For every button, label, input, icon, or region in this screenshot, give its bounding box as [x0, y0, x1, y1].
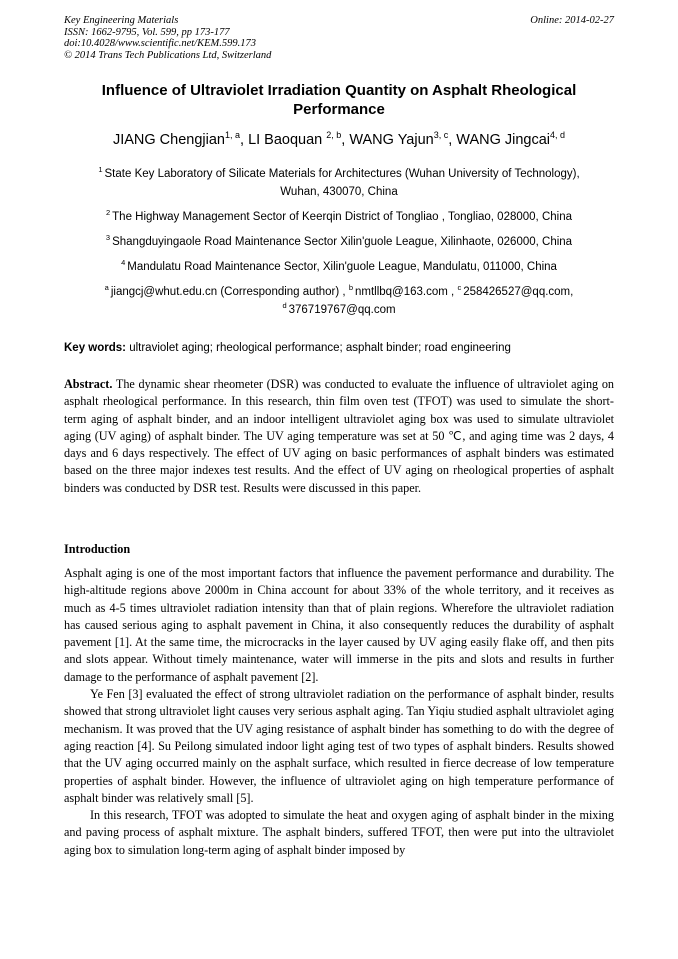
email-sup: c: [457, 283, 462, 292]
author-name: JIANG Chengjian: [112, 132, 225, 148]
affiliation-text: Wuhan, 430070, China: [280, 186, 398, 198]
email-c: 258426527@qq.com,: [463, 286, 574, 298]
section-heading-introduction: Introduction: [64, 542, 131, 556]
email-a: jiangcj@whut.edu.cn (Corresponding author) ,: [110, 286, 346, 298]
affiliation-3: [64, 233, 614, 251]
paragraph: In this research, TFOT was adopted to simulate the heat and oxygen aging of asphalt binder in the mixing and paving process of asphalt mixture. The asphalt binders, suffered TFOT, then were put into the ultraviolet aging box to simulation long-term aging of asphalt binder imposed by: [64, 808, 614, 857]
author-sup: 4, d: [550, 130, 566, 140]
issn-line: ISSN: 1662-9795, Vol. 599, pp 173-177: [64, 26, 230, 38]
author-name: WANG Yajun: [349, 132, 434, 148]
paper-title: Influence of Ultraviolet Irradiation Quantity on Asphalt Rheological Performance: [101, 82, 577, 118]
affiliation-text: State Key Laboratory of Silicate Materials for Architectures (Wuhan University of Technology),: [104, 168, 580, 180]
journal-header: [64, 15, 271, 61]
abstract-text: The dynamic shear rheometer (DSR) was conducted to evaluate the influence of ultraviolet aging on asphalt rheological performance. In this research, thin film oven test (TFOT) was used to simulate the short-term aging of asphalt binder, and an indoor intelligent ultraviolet aging box was used to simulate ultraviolet aging (UV aging) of asphalt binder. The UV aging temperature was set at 50 ℃, and aging time was 2 days, 4 days and 6 days respectively. The effect of UV aging on basic performances of asphalt binders was estimated based on the three major indexes test results. And the effect of UV aging on rheological properties of asphalt binders was conducted by DSR test. Results were discussed in this paper.: [64, 377, 615, 495]
affiliation-sup: 4: [121, 258, 126, 267]
online-date: Online: 2014-02-27: [530, 15, 614, 26]
introduction-body: [64, 565, 614, 859]
abstract: [64, 376, 614, 497]
affiliation-2: [64, 208, 614, 226]
affiliation-sup: 2: [105, 208, 111, 217]
author-emails: [64, 283, 614, 319]
affiliation-text: The Highway Management Sector of Keerqin District of Tongliao , Tongliao, 028000, China: [112, 211, 572, 223]
affiliation-4: [64, 258, 614, 276]
author-list: JIANG Chengjian$^{1, a}$, LI Baoquan $^{2, b}$, WANG Yajun$^{3, c}$, WANG Jingcai$^{4, d}$: [112, 130, 566, 148]
email-sup: d: [282, 301, 287, 310]
email-sup: b: [348, 283, 353, 292]
affiliation-sup: 1: [98, 165, 103, 174]
email-d: 376719767@qq.com: [288, 304, 396, 316]
keywords-text: ultraviolet aging; rheological performance; asphalt binder; road engineering: [129, 342, 511, 354]
author-sup: 2, b: [326, 130, 342, 140]
paragraph: Asphalt aging is one of the most important factors that influence the pavement performance and durability. The high-altitude regions above 2000m in China account for about 33% of the whole territory, and it receives as much as 4-5 times ultraviolet radiation intensity than that of plain regions. Wherefore the ultraviolet radiation has caused serious aging to asphalt pavement in China, it also consequently reduces the durability of asphalt pavement [1]. At the same time, the microcracks in the layer caused by UV aging easily flake off, and then pits and slots appear. Without timely maintenance, water will immerse in the pits and slots and results in further damage to the performance of asphalt pavement [2].: [64, 566, 614, 684]
affiliation-text: Mandulatu Road Maintenance Sector, Xilin'guole League, Mandulatu, 011000, China: [127, 261, 557, 273]
affiliation-text: Shangduyingaole Road Maintenance Sector Xilin'guole League, Xilinhaote, 026000, China: [112, 236, 573, 248]
paragraph: Ye Fen [3] evaluated the effect of strong ultraviolet radiation on the performance of asphalt binder, results showed that strong ultraviolet light causes very serious asphalt aging. Tan Yiqiu studied asphalt ultraviolet aging mechanism. It was proved that the UV aging resistance of asphalt binder has something to do with the degree of aging reaction [4]. Su Peilong simulated indoor light aging test of two types of asphalt binders. Results showed that the UV aging occurred mainly on the asphalt surface, which resulted in fierce decrease of low temperature properties of asphalt binder. However, the influence of ultraviolet aging on high temperature performance of asphalt binder was relatively small [5].: [64, 687, 614, 805]
affiliation-sup: 3: [105, 233, 111, 242]
author-name: LI Baoquan: [248, 132, 323, 148]
copyright-line: © 2014 Trans Tech Publications Ltd, Switzerland: [64, 49, 272, 61]
journal-name: Key Engineering Materials: [64, 15, 179, 26]
email-sup: a: [104, 283, 109, 292]
author-sup: 3, c: [433, 130, 449, 140]
author-sup: 1, a: [224, 130, 240, 140]
keywords-label: Key words:: [64, 342, 126, 354]
doi-line: doi:10.4028/www.scientific.net/KEM.599.173: [64, 38, 256, 50]
abstract-label: Abstract.: [64, 377, 113, 391]
email-b: nmtllbq@163.com ,: [354, 286, 455, 298]
author-name: WANG Jingcai: [456, 132, 551, 148]
keywords: [64, 341, 614, 355]
affiliation-1: [64, 165, 614, 201]
